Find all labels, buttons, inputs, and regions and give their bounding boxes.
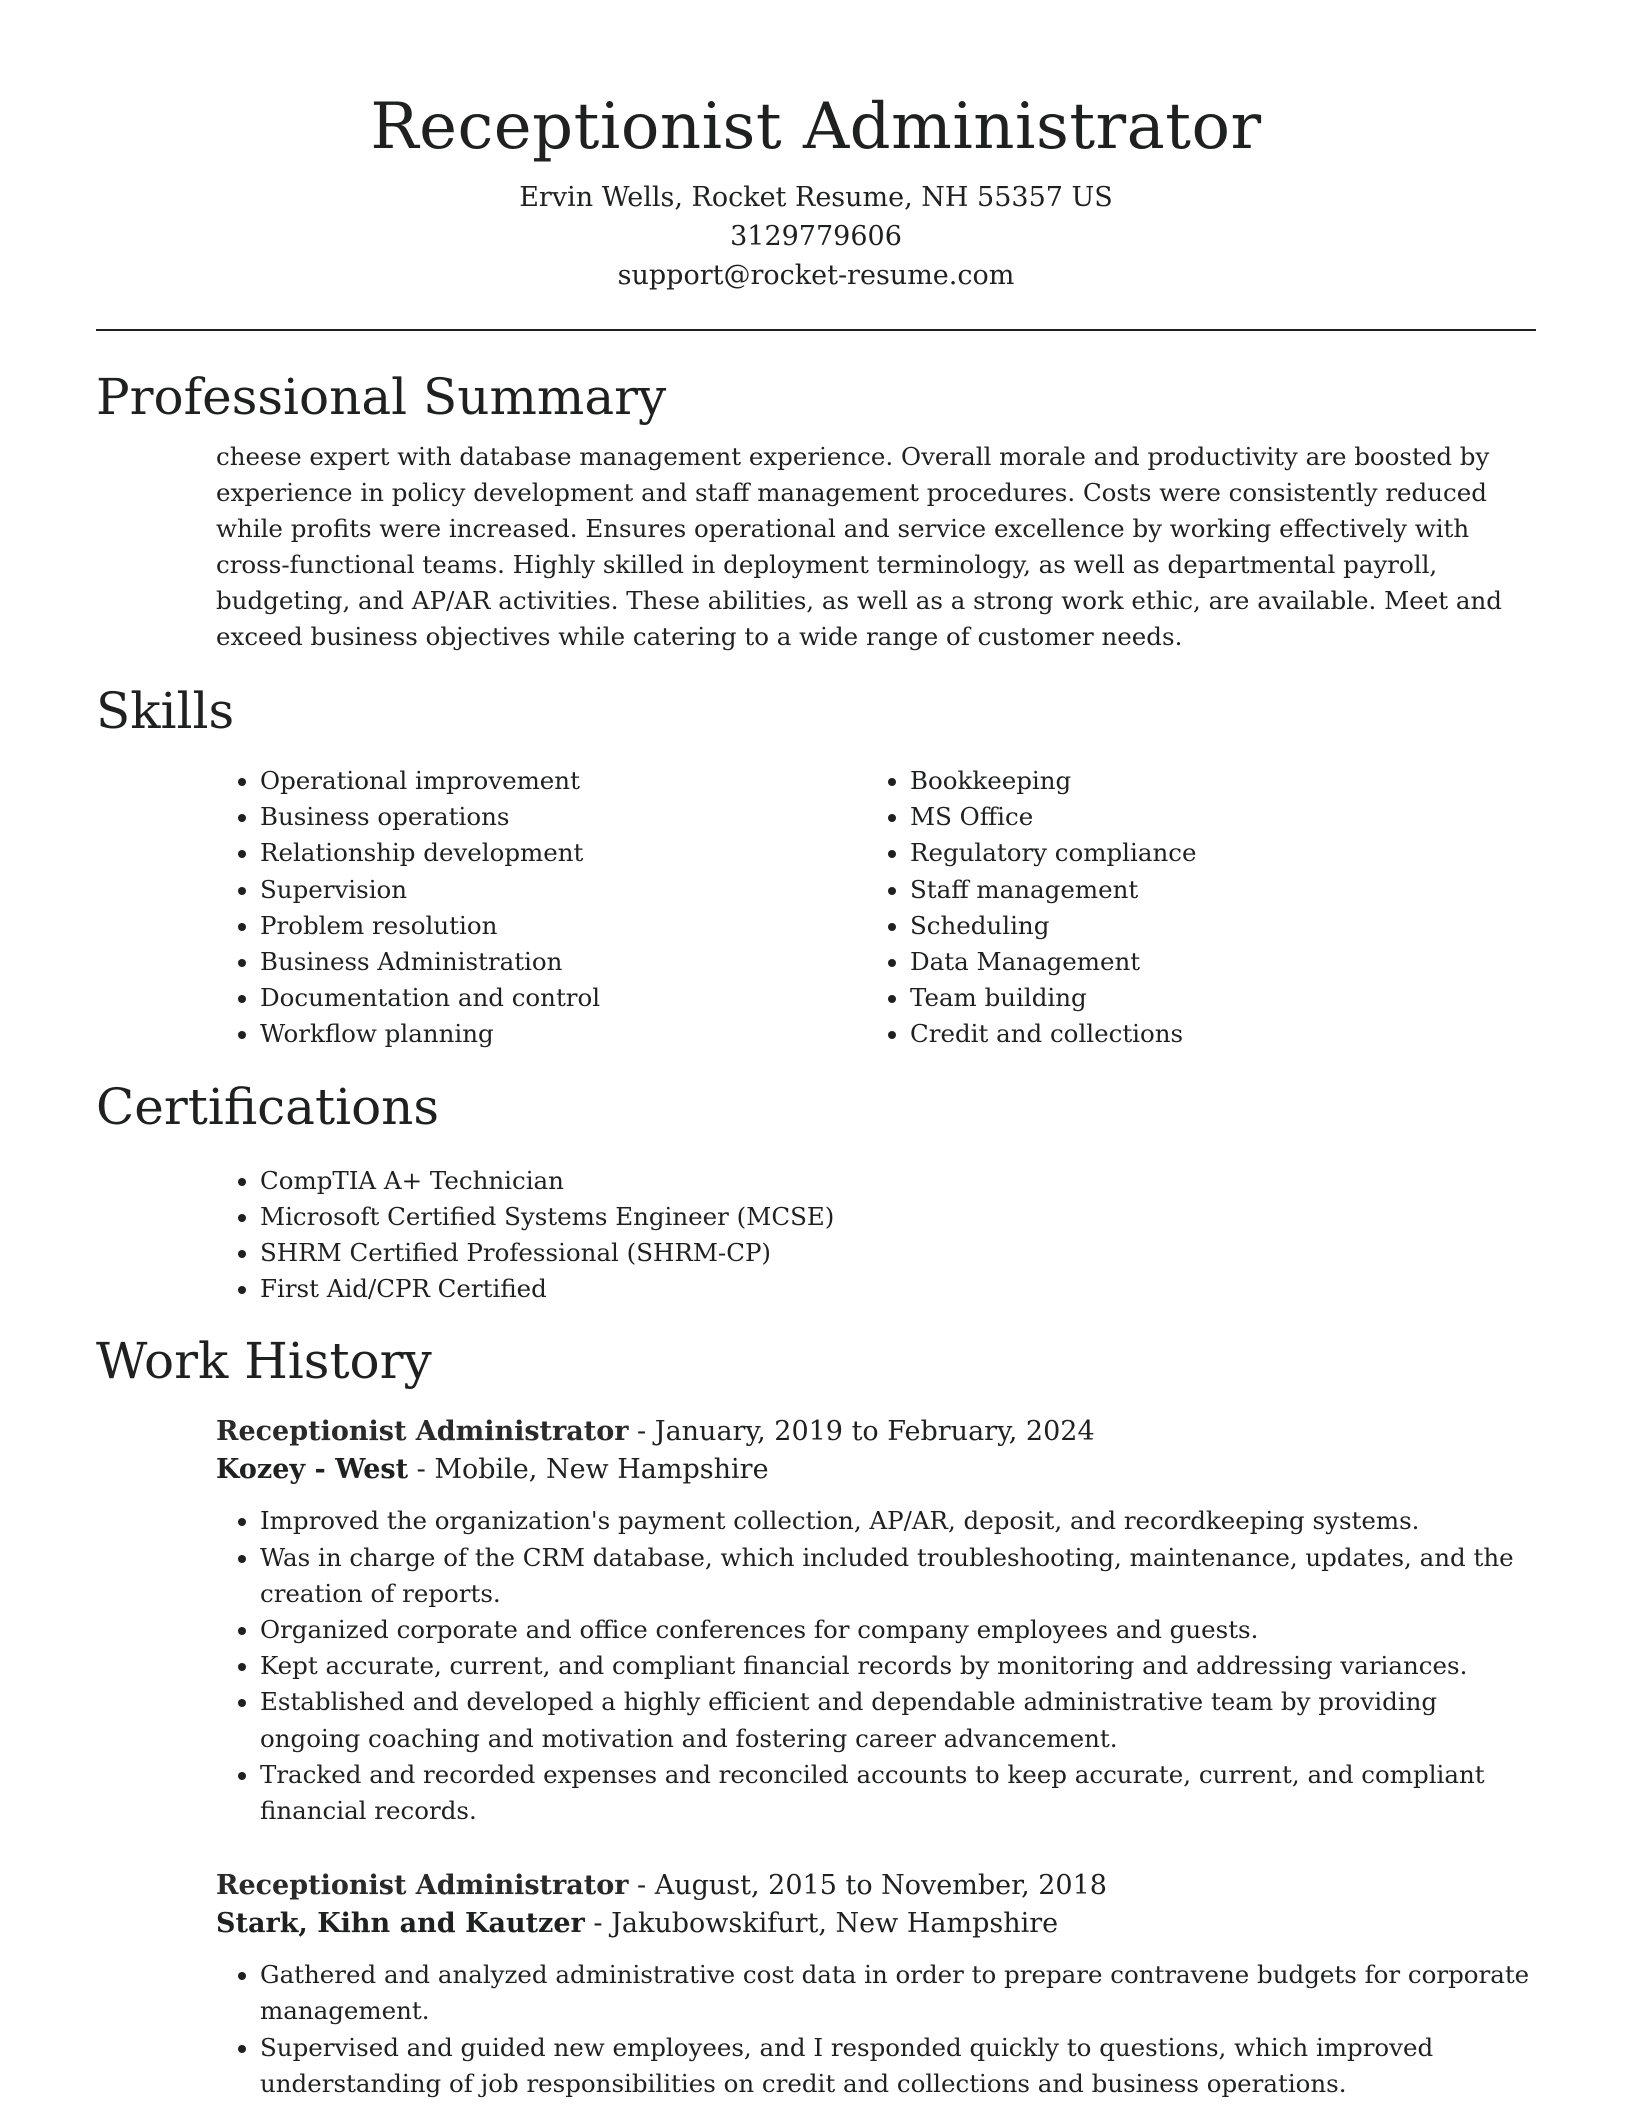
skill-item: • MS Office xyxy=(910,799,1516,835)
certifications-list xyxy=(216,1163,1536,1308)
skill-item: • Operational improvement xyxy=(260,763,866,799)
job-heading xyxy=(216,1413,1536,1451)
company-name: Stark, Kihn and Kautzer xyxy=(216,1908,585,1940)
resume-page xyxy=(96,0,1536,2102)
job-location: - Jakubowskifurt, New Hampshire xyxy=(584,1908,1059,1940)
job-entry xyxy=(216,1413,1536,1829)
skill-item: • Business operations xyxy=(260,799,866,835)
job-duty: • Established and developed a highly efficient and dependable administrative team by providing ongoing coaching and motivation and fostering career advancement. xyxy=(260,1684,1536,1756)
work-history-heading: Work History xyxy=(96,1332,432,1391)
job-title: Receptionist Administrator xyxy=(216,1870,629,1902)
contact-phone: 3129779606 xyxy=(730,221,902,252)
skill-item: • Staff management xyxy=(910,872,1516,908)
job-duties-list xyxy=(216,1503,1536,1829)
job-heading xyxy=(216,1867,1536,1905)
skill-item: • Data Management xyxy=(910,944,1516,980)
certification-item: • Microsoft Certified Systems Engineer (MCSE) xyxy=(260,1199,1536,1235)
job-employer xyxy=(216,1451,1536,1489)
summary-heading: Professional Summary xyxy=(96,368,667,426)
job-duty: • Improved the organization's payment collection, AP/AR, deposit, and recordkeeping systems. xyxy=(260,1503,1536,1539)
skill-item: • Documentation and control xyxy=(260,980,866,1016)
job-duty: • Kept accurate, current, and compliant financial records by monitoring and addressing variances. xyxy=(260,1648,1536,1684)
summary-text: cheese expert with database management experience. Overall morale and productivity are boosted by experience in policy development and staff management procedures. Costs were consistently reduced while profits were increased. Ensures operational and service excellence by working effectively with cross-functional teams. Highly skilled in deployment terminology, as well as departmental payroll, budgeting, and AP/AR activities. These abilities, as well as a strong work ethic, are available. Meet and exceed business objectives while catering to a wide range of customer needs. xyxy=(216,442,1502,651)
job-duty: • Was in charge of the CRM database, which included troubleshooting, maintenance, updates, and the creation of reports. xyxy=(260,1540,1536,1612)
certifications-heading: Certifications xyxy=(96,1077,440,1136)
skills-list-right xyxy=(866,763,1516,1053)
certification-item: • First Aid/CPR Certified xyxy=(260,1271,1536,1307)
skills-heading: Skills xyxy=(96,682,235,740)
job-location: - Mobile, New Hampshire xyxy=(408,1454,769,1486)
skill-item: • Credit and collections xyxy=(910,1016,1516,1052)
job-duty: • Organized corporate and office conferences for company employees and guests. xyxy=(260,1612,1536,1648)
skill-item: • Team building xyxy=(910,980,1516,1016)
skill-item: • Problem resolution xyxy=(260,908,866,944)
header-divider xyxy=(96,329,1536,331)
job-dates: - January, 2019 to February, 2024 xyxy=(628,1416,1095,1448)
job-duty: • Supervised and guided new employees, and I responded quickly to questions, which improved understanding of job responsibilities on credit and collections and business operations. xyxy=(260,2030,1536,2102)
skill-item: • Business Administration xyxy=(260,944,866,980)
job-entry xyxy=(216,1867,1536,2102)
job-duty: • Gathered and analyzed administrative cost data in order to prepare contravene budgets for corporate management. xyxy=(260,1957,1536,2029)
job-title: Receptionist Administrator xyxy=(216,1416,629,1448)
company-name: Kozey - West xyxy=(216,1454,409,1486)
skill-item: • Supervision xyxy=(260,872,866,908)
skill-item: • Relationship development xyxy=(260,835,866,871)
certification-item: • CompTIA A+ Technician xyxy=(260,1163,1536,1199)
job-dates: - August, 2015 to November, 2018 xyxy=(628,1870,1107,1902)
skill-item: • Regulatory compliance xyxy=(910,835,1516,871)
skill-item: • Workflow planning xyxy=(260,1016,866,1052)
contact-info xyxy=(96,178,1536,295)
certification-item: • SHRM Certified Professional (SHRM-CP) xyxy=(260,1235,1536,1271)
job-duty: • Tracked and recorded expenses and reconciled accounts to keep accurate, current, and compliant financial records. xyxy=(260,1757,1536,1829)
skills-list-left xyxy=(216,763,866,1053)
skill-item: • Scheduling xyxy=(910,908,1516,944)
candidate-name: Receptionist Administrator xyxy=(370,90,1262,164)
job-employer xyxy=(216,1905,1536,1943)
contact-address: Ervin Wells, Rocket Resume, NH 55357 US xyxy=(519,182,1113,213)
resume-header xyxy=(96,0,1536,295)
skills-columns xyxy=(216,763,1536,1053)
job-duties-list xyxy=(216,1957,1536,2102)
contact-email: support@rocket-resume.com xyxy=(617,260,1015,291)
skill-item: • Bookkeeping xyxy=(910,763,1516,799)
